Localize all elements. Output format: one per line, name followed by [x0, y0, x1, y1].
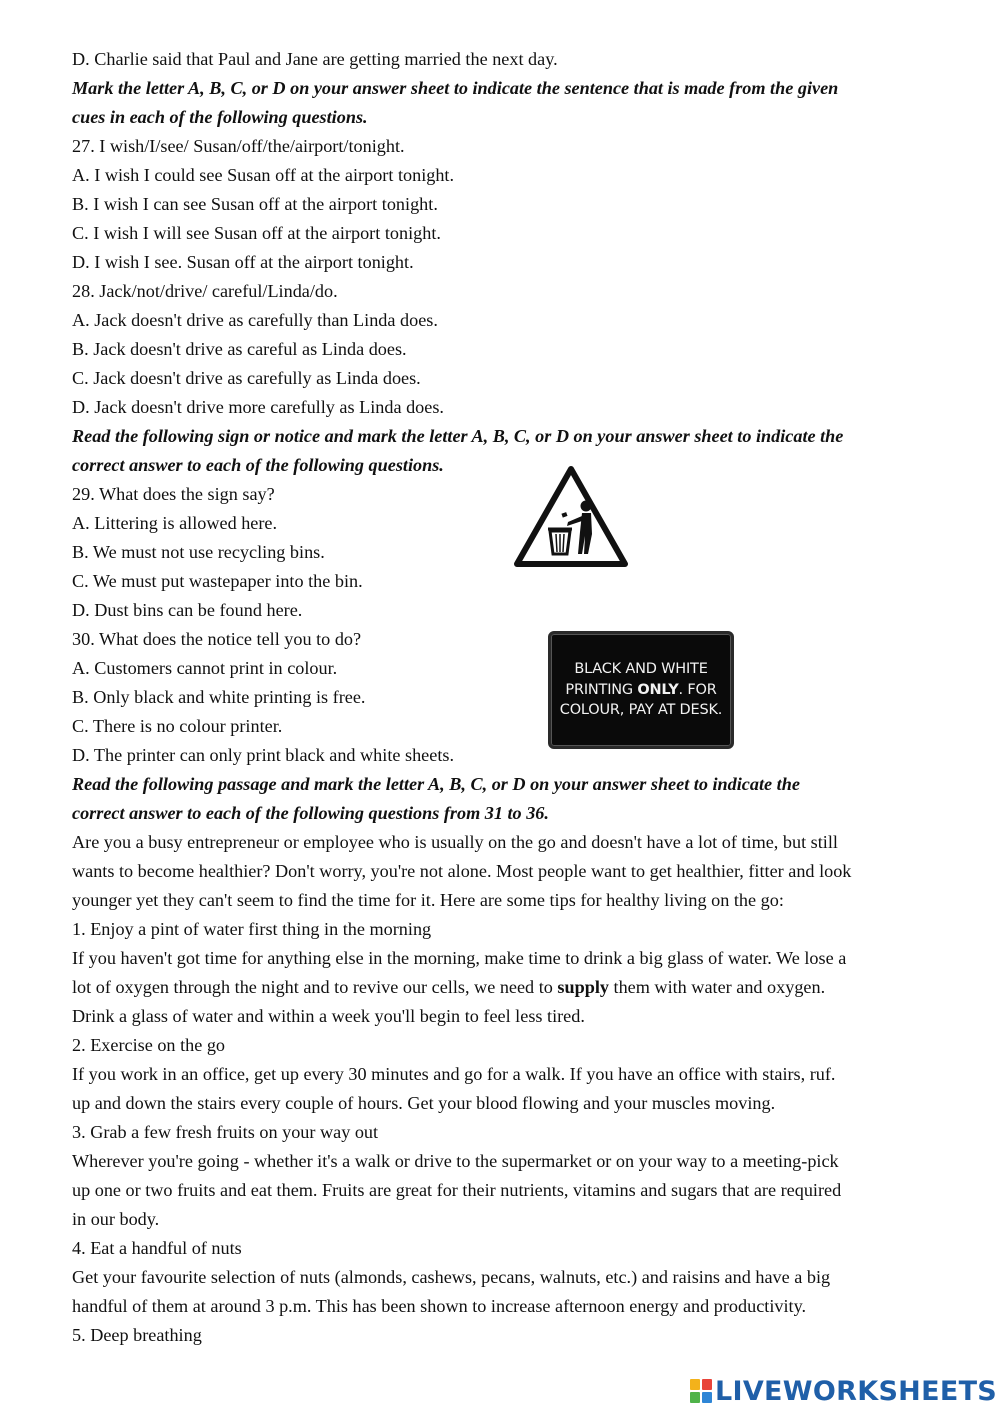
question-29-option-d: D. Dust bins can be found here. — [72, 600, 303, 620]
question-27-option-b: B. I wish I can see Susan off at the airport tonight. — [72, 194, 438, 214]
question-30-option-b: B. Only black and white printing is free. — [72, 687, 366, 707]
question-29-option-b: B. We must not use recycling bins. — [72, 542, 325, 562]
tip-5-heading: 5. Deep breathing — [72, 1325, 202, 1345]
printing-notice-sign — [548, 631, 734, 749]
instruction-sentence-building-cont: cues in each of the following questions. — [72, 107, 368, 127]
question-30-option-d: D. The printer can only print black and white sheets. — [72, 745, 454, 765]
tip-1-text-line-3: Drink a glass of water and within a week you'll begin to feel less tired. — [72, 1006, 585, 1026]
tip-3-heading: 3. Grab a few fresh fruits on your way out — [72, 1122, 379, 1142]
notice-line-2-end: . FOR — [678, 681, 717, 698]
question-29-option-a: A. Littering is allowed here. — [72, 513, 278, 533]
tip-1-heading: 1. Enjoy a pint of water first thing in the morning — [72, 919, 432, 939]
instruction-sign-notice-cont: correct answer to each of the following questions. — [72, 455, 444, 475]
question-27-option-a: A. I wish I could see Susan off at the airport tonight. — [72, 165, 455, 185]
notice-line-1: BLACK AND WHITE — [574, 661, 708, 678]
tip-4-text-line-2: handful of them at around 3 p.m. This has been shown to increase afternoon energy and productivity. — [72, 1296, 807, 1316]
logo-square-green — [690, 1392, 700, 1403]
tip-2-text-line-1: If you work in an office, get up every 30 minutes and go for a walk. If you have an office with stairs, ruf. — [72, 1064, 836, 1084]
instruction-sign-notice: Read the following sign or notice and mark the letter A, B, C, or D on your answer sheet to indicate the — [72, 426, 844, 446]
liveworksheets-logo-text: LIVEWORKSHEETS — [715, 1375, 998, 1407]
notice-line-2-start: PRINTING — [565, 681, 638, 698]
logo-square-yellow — [690, 1379, 700, 1390]
instruction-passage: Read the following passage and mark the letter A, B, C, or D on your answer sheet to indicate the — [72, 774, 800, 794]
question-28-option-a: A. Jack doesn't drive as carefully than Linda does. — [72, 310, 438, 330]
question-28: 28. Jack/not/drive/ careful/Linda/do. — [72, 281, 338, 301]
notice-only-word: ONLY — [637, 681, 679, 698]
question-27-option-c: C. I wish I will see Susan off at the airport tonight. — [72, 223, 441, 243]
instruction-sentence-building: Mark the letter A, B, C, or D on your answer sheet to indicate the sentence that is made from the given — [72, 78, 839, 98]
tip-3-text-line-3: in our body. — [72, 1209, 160, 1229]
tip-2-heading: 2. Exercise on the go — [72, 1035, 226, 1055]
instruction-passage-cont: correct answer to each of the following questions from 31 to 36. — [72, 803, 549, 823]
question-28-option-b: B. Jack doesn't drive as careful as Linda does. — [72, 339, 407, 359]
tip-1-text-before: lot of oxygen through the night and to revive our cells, we need to — [72, 977, 558, 997]
highlighted-word-supply: supply — [557, 977, 609, 997]
liveworksheets-mark-icon — [690, 1379, 712, 1403]
tip-1-text-after: them with water and oxygen. — [608, 977, 826, 997]
tip-1-text-line-2 — [72, 973, 825, 1002]
tip-1-text-line-1: If you haven't got time for anything else in the morning, make time to drink a big glass of water. We lose a — [72, 948, 847, 968]
notice-line-3: COLOUR, PAY AT DESK. — [559, 702, 723, 719]
logo-square-red — [702, 1379, 712, 1390]
question-29: 29. What does the sign say? — [72, 484, 275, 504]
tip-4-heading: 4. Eat a handful of nuts — [72, 1238, 242, 1258]
tip-3-text-line-2: up one or two fruits and eat them. Fruits are great for their nutrients, vitamins and sugars that are required — [72, 1180, 842, 1200]
question-28-option-c: C. Jack doesn't drive as carefully as Linda does. — [72, 368, 421, 388]
logo-square-blue — [702, 1392, 712, 1403]
question-30-option-c: C. There is no colour printer. — [72, 716, 283, 736]
tip-2-text-line-2: up and down the stairs every couple of hours. Get your blood flowing and your muscles moving. — [72, 1093, 776, 1113]
tip-4-text-line-1: Get your favourite selection of nuts (almonds, cashews, pecans, walnuts, etc.) and raisins and have a big — [72, 1267, 831, 1287]
question-27: 27. I wish/I/see/ Susan/off/the/airport/tonight. — [72, 136, 405, 156]
passage-intro-line-1: Are you a busy entrepreneur or employee who is usually on the go and doesn't have a lot of time, but still — [72, 832, 838, 852]
passage-intro-line-2: wants to become healthier? Don't worry, you're not alone. Most people want to get healthier, fitter and look — [72, 861, 852, 881]
question-29-option-c: C. We must put wastepaper into the bin. — [72, 571, 363, 591]
question-28-option-d: D. Jack doesn't drive more carefully as Linda does. — [72, 397, 444, 417]
question-26-option-d: D. Charlie said that Paul and Jane are getting married the next day. — [72, 49, 558, 69]
question-30: 30. What does the notice tell you to do? — [72, 629, 362, 649]
question-27-option-d: D. I wish I see. Susan off at the airport tonight. — [72, 252, 414, 272]
question-30-option-a: A. Customers cannot print in colour. — [72, 658, 338, 678]
tip-3-text-line-1: Wherever you're going - whether it's a walk or drive to the supermarket or on your way to a meeting-pick — [72, 1151, 839, 1171]
liveworksheets-logo[interactable] — [690, 1374, 997, 1408]
passage-intro-line-3: younger yet they can't seem to find the time for it. Here are some tips for healthy living on the go: — [72, 890, 784, 910]
no-littering-triangle-icon — [512, 464, 630, 570]
notice-line-2 — [565, 680, 716, 701]
